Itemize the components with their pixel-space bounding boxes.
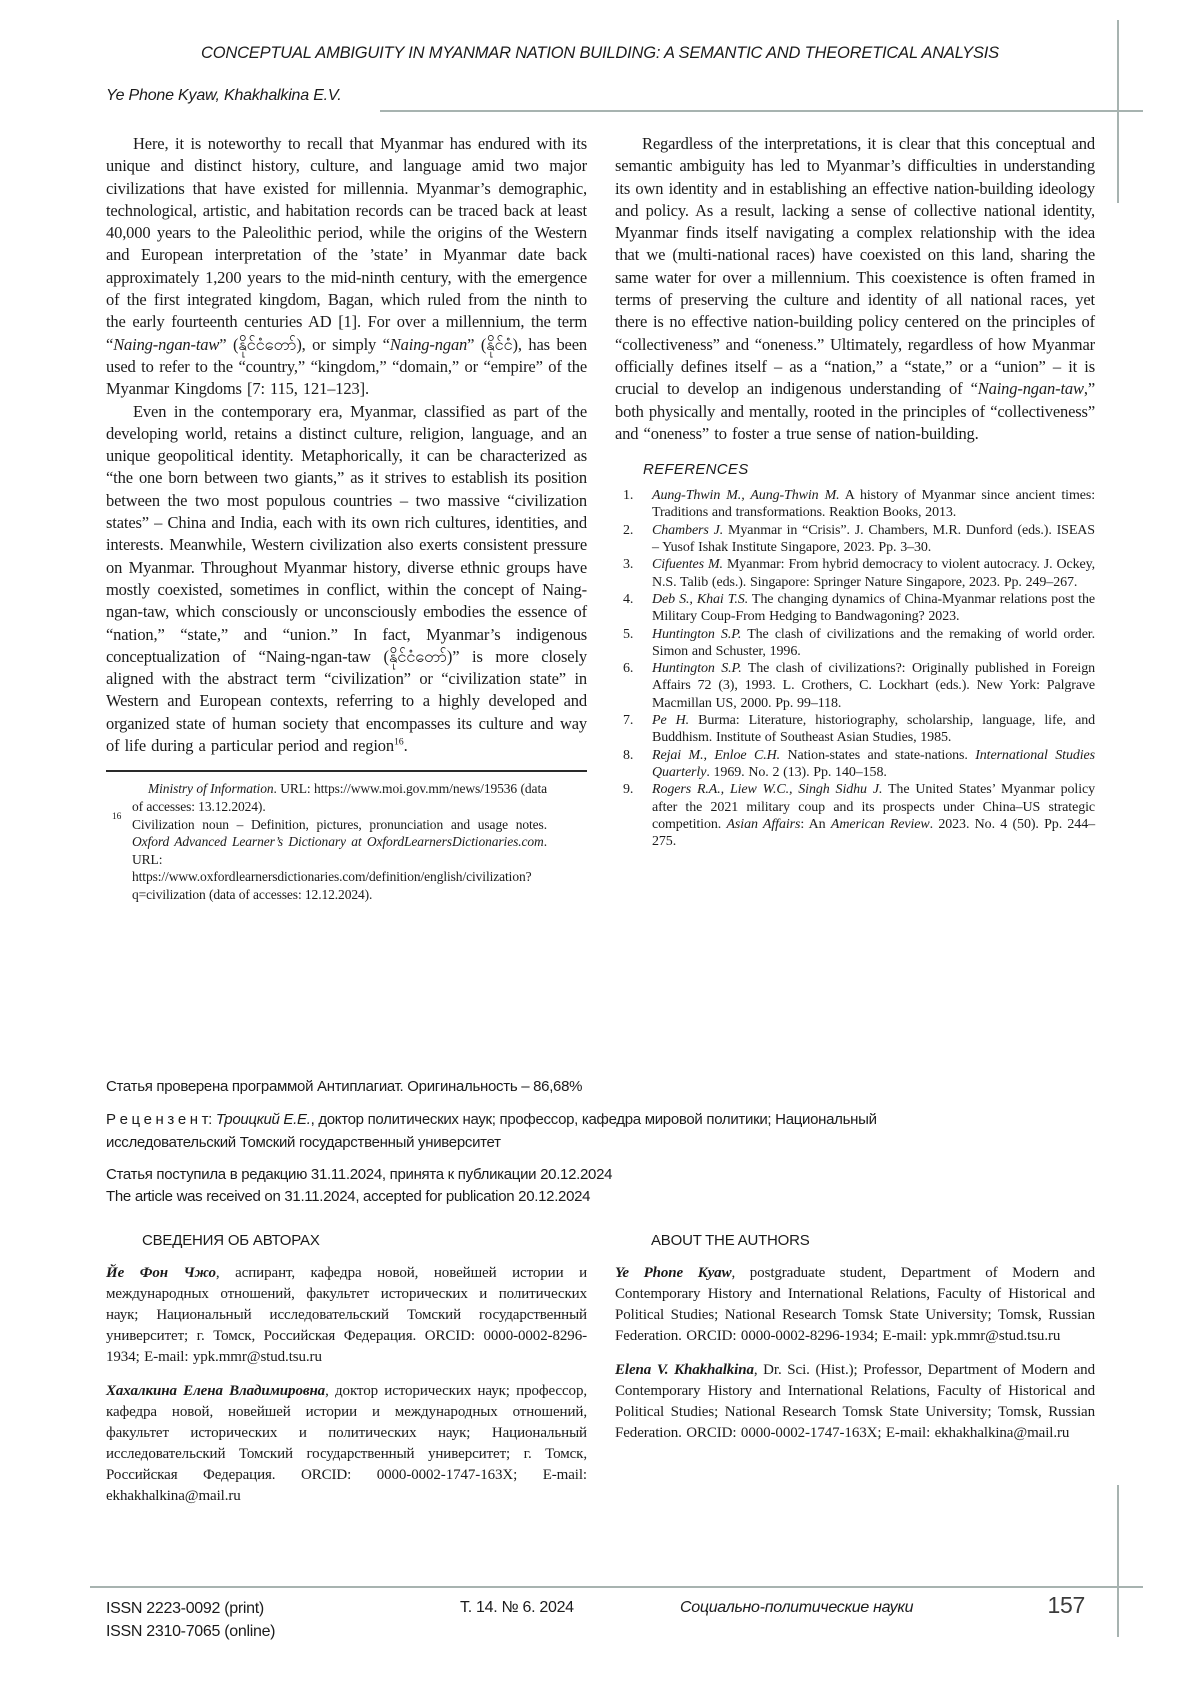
reference-number: 9. bbox=[623, 782, 634, 798]
reference-number: 4. bbox=[623, 591, 634, 607]
reviewer-note: Р е ц е н з е н т: Троицкий Е.Е., доктор политических наук; профессор, кафедра мировой политики; Национальный исследовательский Томский государственный университет bbox=[106, 1111, 877, 1151]
author-bio: Elena V. Khakhalkina, Dr. Sci. (Hist.); Professor, Department of Modern and Contemporary History and International Relations, Faculty of Historical and Political Studies; National Research Tomsk State University; Tomsk, Russian Federation. ORCID: 0000-0002-1747-163X; E-mail: ekhakhalkina@mail.ru bbox=[615, 1362, 1095, 1441]
footnote-16: 16 Civilization noun – Definition, pictures, pronunciation and usage notes. Oxford Advanced Learner’s Dictionary at OxfordLearnersDictionaries.com. URL: https://www.oxfordlearnersdictionaries.com/definition/english/civilization?q=civilization (data of accesses: 12.12.2024). bbox=[112, 811, 547, 902]
reference-item bbox=[615, 660, 1095, 712]
about-heading-ru: СВЕДЕНИЯ ОБ АВТОРАХ bbox=[142, 1232, 320, 1249]
about-heading-en: ABOUT THE AUTHORS bbox=[651, 1232, 810, 1249]
column-right bbox=[615, 133, 1095, 850]
paragraph: Regardless of the interpretations, it is clear that this conceptual and semantic ambiguity has led to Myanmar’s difficulties in understanding its own identity and in establishing an effective nation-building ideology and policy. As a result, lacking a sense of collective national identity, Myanmar finds itself navigating a complex relationship with the idea that we (multi-national races) have coexisted on this land, sharing the same water for over a millennium. This coexistence is often framed in terms of preserving the culture and identity of all national races, yet there is no effective nation-building policy centered on the principles of “collectiveness” and “oneness.” Ultimately, regardless of how Myanmar officially defines itself – as a “nation,” a “state,” or a “union” – it is crucial to develop an indigenous understanding of “Naing-ngan-taw,” both physically and mentally, rooted in the principles of “collectiveness” and “oneness” to foster a true sense of nation-building. bbox=[615, 134, 1095, 443]
issn-online: ISSN 2310-7065 (online) bbox=[106, 1623, 276, 1640]
footnote-text: Civilization noun – Definition, pictures, pronunciation and usage notes. Oxford Advanced Learner’s Dictionary at OxfordLearnersDictionaries.com. URL: https://www.oxfordlearnersdictionaries.com/definition/english/civilization?q=civilization (data of accesses: 12.12.2024). bbox=[132, 816, 547, 902]
references-list bbox=[615, 487, 1095, 850]
reference-item bbox=[615, 712, 1095, 747]
reference-text: Rogers R.A., Liew W.C., Singh Sidhu J. The United States’ Myanmar policy after the 2021 military coup and its prospects under China–US strategic competition. Asian Affairs: An American Review. 2023. No. 4 (50). Pp. 244–275. bbox=[652, 782, 1096, 850]
page-number: 157 bbox=[1047, 1592, 1085, 1618]
reference-text: Deb S., Khai T.S. The changing dynamics of China-Myanmar relations post the Military Coup-From Hedging to Bandwagoning? 2023. bbox=[652, 591, 1095, 625]
header-rule bbox=[380, 110, 1143, 112]
reference-text: Aung-Thwin M., Aung-Thwin M. A history of Myanmar since ancient times: Traditions and transformations. Reaktion Books, 2013. bbox=[652, 488, 1095, 521]
column-left bbox=[106, 133, 587, 903]
reference-item bbox=[615, 747, 1095, 782]
received-date-ru: Статья поступила в редакцию 31.11.2024, принята к публикации 20.12.2024 bbox=[106, 1166, 613, 1183]
issn-print: ISSN 2223-0092 (print) bbox=[106, 1600, 264, 1617]
reference-number: 3. bbox=[623, 557, 634, 573]
reference-item bbox=[615, 487, 1095, 522]
issn-block bbox=[106, 1597, 275, 1643]
journal-name: Социально-политические науки bbox=[680, 1599, 914, 1616]
reference-number: 1. bbox=[623, 488, 634, 504]
reference-text: Chambers J. Myanmar in “Crisis”. J. Chambers, M.R. Dunford (eds.). ISEAS – Yusof Ishak Institute Singapore, 2023. Pp. 3–30. bbox=[652, 522, 1095, 556]
reference-text: Huntington S.P. The clash of civilizations?: Originally published in Foreign Affairs 72 (3), 1993. L. Crothers, C. Lockhart (eds.). New York: Palgrave Macmillan US, 2000. Pp. 99–118. bbox=[652, 661, 1095, 711]
about-authors-ru bbox=[106, 1232, 587, 1520]
reference-text: Pe H. Burma: Literature, historiography, scholarship, language, life, and Buddhism. Institute of Southeast Asian Studies, 1985. bbox=[652, 713, 1095, 746]
paragraph: Even in the contemporary era, Myanmar, classified as part of the developing world, retains a distinct culture, religion, language, and an unique geopolitical identity. Metaphorically, it can be characterized as “the one born between two giants,” as it strives to establish its position between the two most populous countries – two massive “civilization states” – China and India, each with its own rich cultures, identities, and interests. Meanwhile, Western civilization also exerts consistent pressure on Myanmar. Throughout Myanmar history, diverse ethnic groups have mostly coexisted, sometimes in conflict, within the concept of Naing-ngan-taw, which consciously or unconsciously embodies the essence of “nation,” “state,” and “union.” In fact, Myanmar’s indigenous conceptualization of “Naing-ngan-taw (နိုင်ငံတော်)” is more closely aligned with the abstract term “civilization” or “civilization state” in Western and European contexts, referring to a highly developed and organized state of human society that encompasses its culture and way of life during a particular period and region$^{16}$. bbox=[106, 401, 587, 756]
about-authors-en bbox=[615, 1232, 1095, 1457]
reference-item bbox=[615, 591, 1095, 626]
reference-item bbox=[615, 626, 1095, 661]
reference-number: 5. bbox=[623, 626, 634, 642]
decor-vertical-rule-bottom bbox=[1117, 1485, 1119, 1637]
paragraph: Here, it is noteworthy to recall that Myanmar has endured with its unique and distinct history, culture, and language amid two major civilizations that have existed for millennia. Myanmar’s demographic, technological, artistic, and habitation records can be traced back at least 40,000 years to the Paleolithic period, while the origins of the Western and European interpretation of the ’state’ in Myanmar date back approximately 1,200 years to the mid-ninth century, with the emergence of the first integrated kingdom, Bagan, which ruled from the ninth to the early fourteenth centuries AD [1]. For over a millennium, the term “Naing-ngan-taw” (နိုင်ငံတော်), or simply “Naing-ngan” (နိုင်ငံ), has been used to refer to the “country,” “kingdom,” “domain,” or “empire” of the Myanmar Kingdoms [7: 115, 121–123]. bbox=[106, 134, 587, 399]
references-heading: REFERENCES bbox=[643, 461, 749, 479]
reference-text: Huntington S.P. The clash of civilizations and the remaking of world order. Simon and Schuster, 1996. bbox=[652, 626, 1095, 659]
footnote-continuation: Ministry of Information. URL: https://www.moi.gov.mm/news/19536 (data of accesses: 13.12.2024). bbox=[132, 781, 547, 814]
received-date-en: The article was received on 31.11.2024, accepted for publication 20.12.2024 bbox=[106, 1188, 591, 1205]
reference-item bbox=[615, 522, 1095, 557]
footnotes-block bbox=[106, 770, 587, 903]
author-bio: Ye Phone Kyaw, postgraduate student, Department of Modern and Contemporary History and International Relations, Faculty of Historical and Political Studies; National Research Tomsk State University; Tomsk, Russian Federation. ORCID: 0000-0002-8296-1934; E-mail: ypk.mmr@stud.tsu.ru bbox=[615, 1265, 1095, 1344]
reference-number: 7. bbox=[623, 713, 634, 729]
reference-text: Rejai M., Enloe C.H. Nation-states and state-nations. International Studies Quarterly. 1969. No. 2 (13). Pp. 140–158. bbox=[652, 747, 1096, 780]
decor-vertical-rule-top bbox=[1117, 20, 1119, 203]
authors-line: Ye Phone Kyaw, Khakhalkina E.V. bbox=[106, 87, 342, 104]
reference-number: 8. bbox=[623, 747, 634, 763]
author-bio: Йе Фон Чжо, аспирант, кафедра новой, новейшей истории и международных отношений, факультет исторических и политических наук; Национальный исследовательский Томский государственный университет; г. Томск, Российская Федерация. ORCID: 0000-0002-8296-1934; E-mail: ypk.mmr@stud.tsu.ru bbox=[106, 1265, 588, 1365]
antiplagiat-note: Статья проверена программой Антиплагиат. Оригинальность – 86,68% bbox=[106, 1078, 583, 1095]
reference-number: 6. bbox=[623, 661, 634, 677]
author-bio: Хахалкина Елена Владимировна, доктор исторических наук; профессор, кафедра новой, новейшей истории и международных отношений, факультет исторических и политических наук; Национальный исследовательский Томский государственный университет; г. Томск, Российская Федерация. ORCID: 0000-0002-1747-163X; E-mail: ekhakhalkina@mail.ru bbox=[106, 1383, 587, 1504]
reference-text: Cifuentes M. Myanmar: From hybrid democracy to violent autocracy. J. Ockey, N.S. Talib (eds.). Singapore: Springer Nature Singapore, 2023. Pp. 249–267. bbox=[652, 557, 1096, 590]
reference-item bbox=[615, 556, 1095, 591]
footer-rule bbox=[90, 1586, 1143, 1588]
volume-issue: Т. 14. № 6. 2024 bbox=[460, 1599, 574, 1616]
running-title: CONCEPTUAL AMBIGUITY IN MYANMAR NATION BUILDING: A SEMANTIC AND THEORETICAL ANALYSIS bbox=[201, 44, 999, 62]
reference-number: 2. bbox=[623, 522, 634, 538]
reference-item bbox=[615, 781, 1095, 850]
